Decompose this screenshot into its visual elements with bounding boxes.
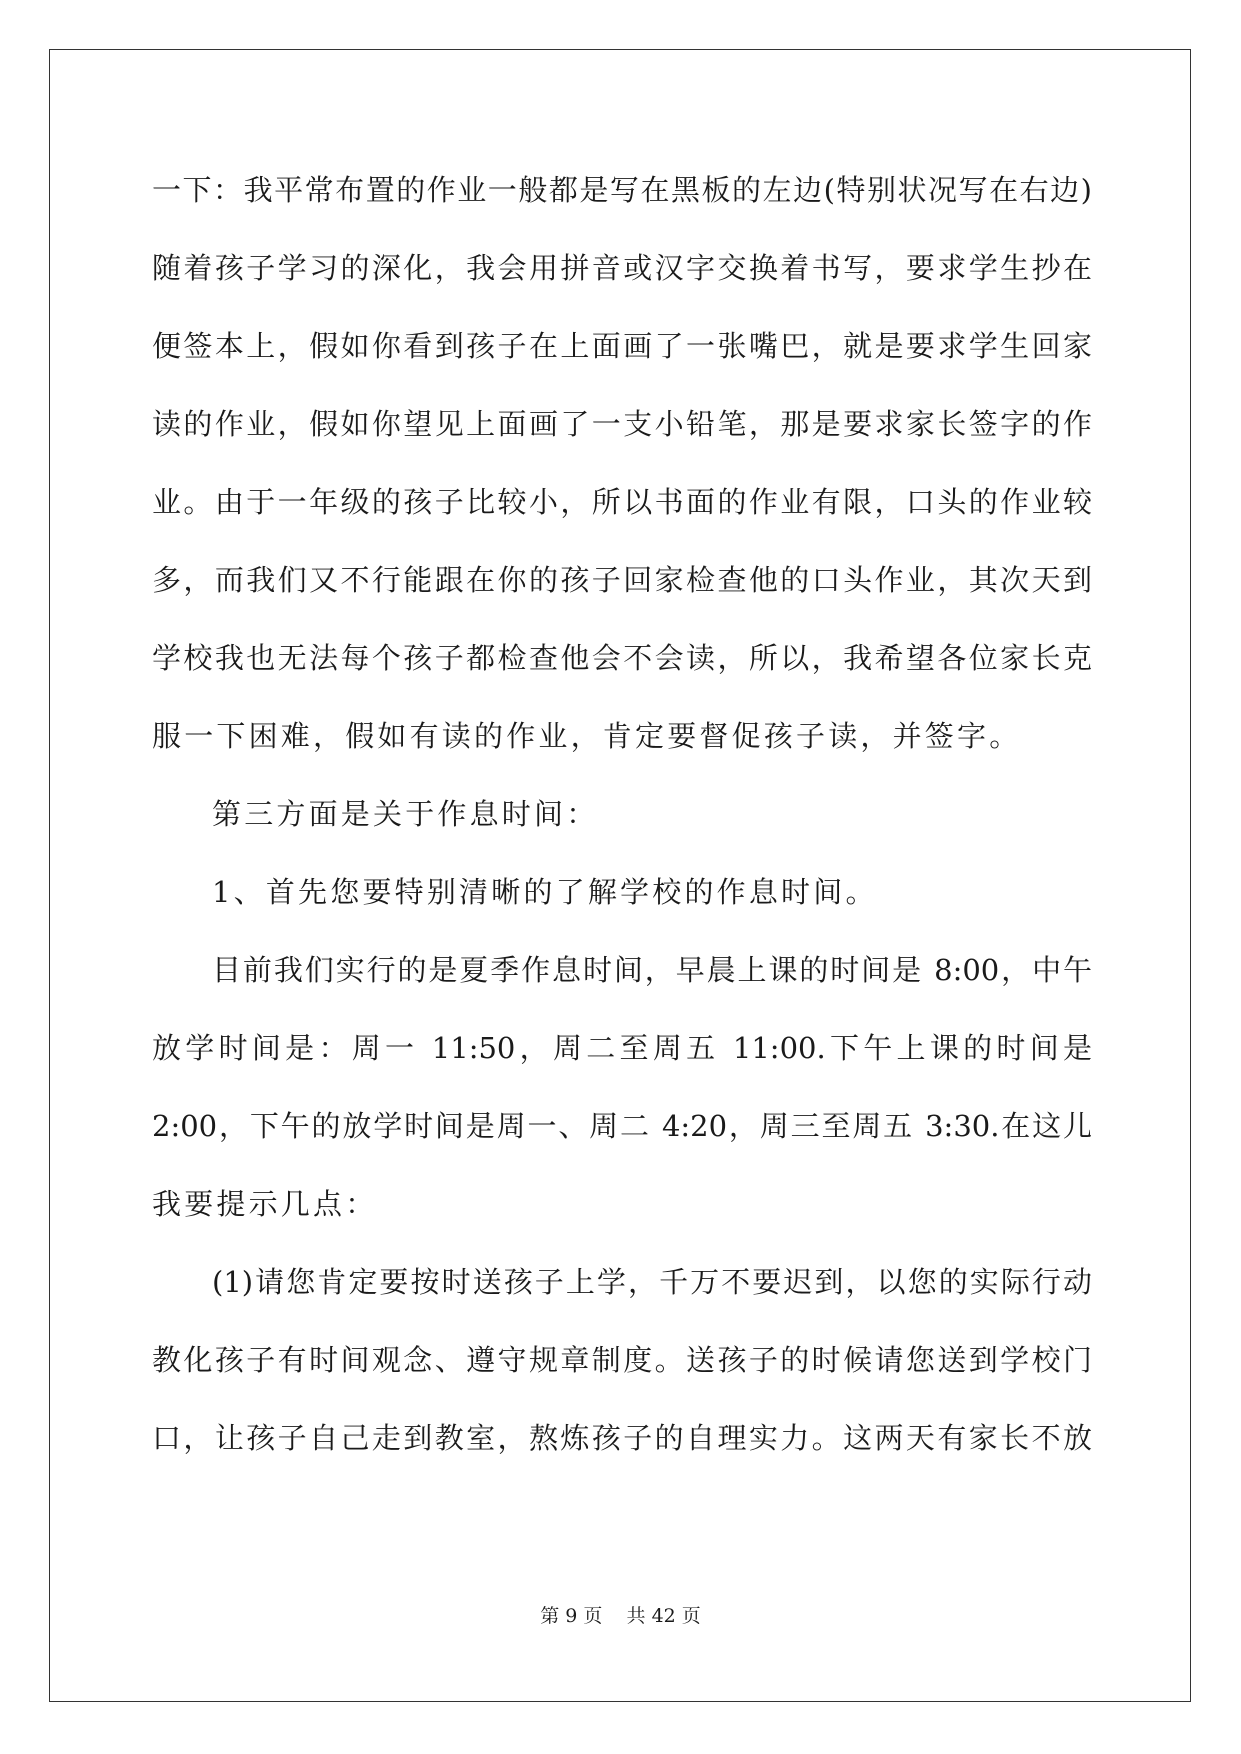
page-footer xyxy=(0,1604,1241,1628)
paragraph-line: 学校我也无法每个孩子都检查他会不会读，所以，我希望各位家长克 xyxy=(152,641,1092,675)
paragraph-line: 我要提示几点： xyxy=(152,1187,378,1221)
section-heading: 第三方面是关于作息时间： xyxy=(212,797,599,831)
paragraph-line: 教化孩子有时间观念、遵守规章制度。送孩子的时候请您送到学校门 xyxy=(152,1343,1092,1377)
list-item-heading: 1、首先您要特别清晰的了解学校的作息时间。 xyxy=(212,875,878,909)
paragraph-line: 随着孩子学习的深化，我会用拼音或汉字交换着书写，要求学生抄在 xyxy=(152,251,1092,285)
paragraph-line: 放学时间是：周一 11:50，周二至周五 11:00.下午上课的时间是 xyxy=(152,1031,1092,1065)
paragraph-line: 业。由于一年级的孩子比较小，所以书面的作业有限，口头的作业较 xyxy=(152,485,1092,519)
page-number: 第 9 页 xyxy=(540,1605,603,1627)
paragraph-line: 服一下困难，假如有读的作业，肯定要督促孩子读，并签字。 xyxy=(152,719,1022,753)
paragraph-line: 2:00，下午的放学时间是周一、周二 4:20，周三至周五 3:30.在这儿 xyxy=(152,1109,1092,1143)
paragraph-line: (1)请您肯定要按时送孩子上学，千万不要迟到，以您的实际行动 xyxy=(212,1265,1092,1299)
paragraph-line: 便签本上，假如你看到孩子在上面画了一张嘴巴，就是要求学生回家 xyxy=(152,329,1092,363)
paragraph-line: 多，而我们又不行能跟在你的孩子回家检查他的口头作业，其次天到 xyxy=(152,563,1092,597)
paragraph-line: 读的作业，假如你望见上面画了一支小铅笔，那是要求家长签字的作 xyxy=(152,407,1092,441)
paragraph-line: 一下：我平常布置的作业一般都是写在黑板的左边(特别状况写在右边) xyxy=(152,173,1092,207)
paragraph-line: 口，让孩子自己走到教室，熬炼孩子的自理实力。这两天有家长不放 xyxy=(152,1421,1092,1455)
paragraph-line: 目前我们实行的是夏季作息时间，早晨上课的时间是 8:00，中午 xyxy=(212,953,1092,987)
page-total: 共 42 页 xyxy=(626,1605,701,1627)
